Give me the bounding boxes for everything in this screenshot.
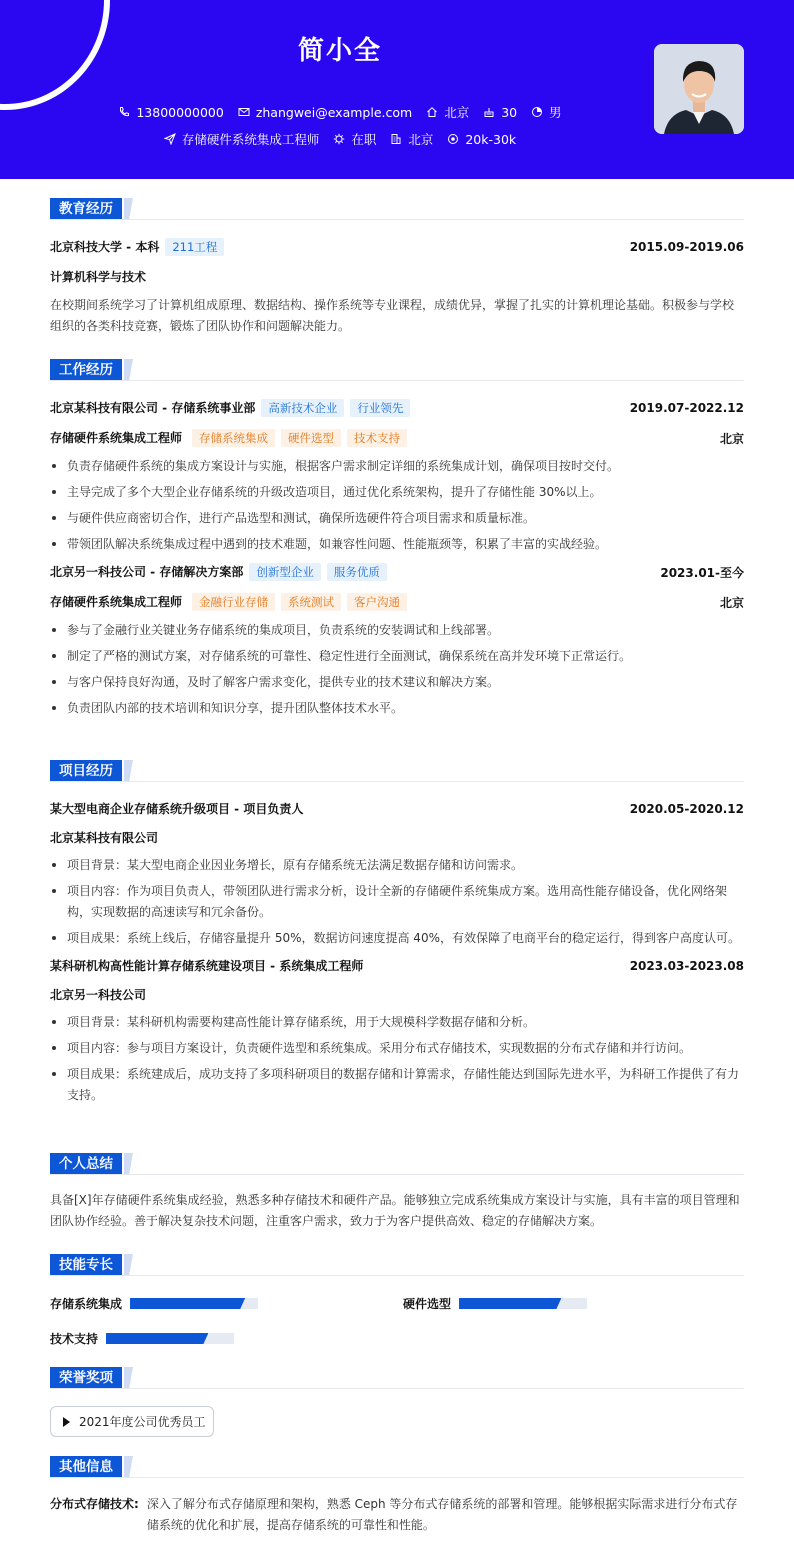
gender-text: 男 [549, 105, 562, 120]
age-text: 30 [501, 104, 518, 120]
education-desc: 在校期间系统学习了计算机组成原理、数据结构、操作系统等专业课程，成绩优异，掌握了扎实的计算机理论基础。积极参与学校组织的各类科技竞赛，锻炼了团队协作和问题解决能力。 [50, 298, 735, 333]
section-header [50, 359, 744, 381]
other-label: 分布式存储技术: [50, 1497, 139, 1511]
skill-bar [106, 1333, 234, 1344]
job-entry [50, 563, 744, 719]
company-name: 北京另一科技公司 - 存储解决方案部 [50, 565, 244, 579]
project-company: 北京某科技有限公司 [50, 831, 159, 845]
section-divider [50, 1174, 744, 1175]
job-role: 存储硬件系统集成工程师 [50, 595, 183, 609]
project-details [50, 1012, 744, 1106]
avatar [654, 44, 744, 134]
summary-section [50, 1153, 744, 1232]
skill-bar [130, 1298, 258, 1309]
skill-level-fill [459, 1298, 561, 1309]
company-name: 北京某科技有限公司 - 存储系统事业部 [50, 401, 256, 415]
skill-tag: 技术支持 [347, 429, 407, 447]
section-divider [50, 219, 744, 220]
job-entry [50, 399, 744, 555]
skill-tag: 系统测试 [281, 593, 341, 611]
school-tag: 211工程 [165, 238, 224, 256]
email-text: zhangwei@example.com [255, 104, 413, 120]
status-info [333, 130, 376, 148]
resume-header [0, 0, 794, 179]
section-divider [50, 1477, 744, 1478]
skill-level-fill [130, 1298, 245, 1309]
company-tag: 创新型企业 [249, 563, 321, 581]
list-item: 项目成果：系统建成后，成功支持了多项科研项目的数据存储和计算需求，存储性能达到国际先进水平，为科研工作提供了有力支持。 [50, 1064, 744, 1106]
list-item: 项目成果：系统上线后，存储容量提升 50%，数据访问速度提高 40%，有效保障了电商平台的稳定运行，得到客户高度认可。 [50, 928, 744, 949]
project-entry [50, 957, 744, 1106]
section-header [50, 1254, 744, 1276]
skill-tag: 金融行业存储 [192, 593, 275, 611]
phone-text: 13800000000 [136, 104, 224, 120]
job-role-row [50, 593, 744, 611]
job-date: 2019.07-2022.12 [629, 401, 744, 415]
section-title: 教育经历 [50, 198, 122, 220]
list-item: 参与了金融行业关键业务存储系统的集成项目，负责系统的安装调试和上线部署。 [50, 620, 744, 641]
phone-info [118, 103, 223, 121]
skill-name: 存储系统集成 [50, 1297, 123, 1311]
project-details [50, 855, 744, 949]
education-row [50, 238, 744, 256]
job-header [50, 399, 744, 417]
job-date: 2023.01-至今 [660, 565, 744, 580]
section-header [50, 1456, 744, 1478]
section-title: 个人总结 [50, 1153, 122, 1175]
work-section [50, 359, 744, 724]
list-item: 项目内容：参与项目方案设计，负责硬件选型和系统集成。采用分布式存储技术，实现数据的分布式存储和并行访问。 [50, 1038, 744, 1059]
project-entry [50, 800, 744, 949]
title-accent [124, 1153, 138, 1175]
list-item: 与客户保持良好沟通，及时了解客户需求变化，提供专业的技术建议和解决方案。 [50, 672, 744, 693]
section-title: 工作经历 [50, 359, 122, 381]
project-header [50, 800, 744, 817]
city-text: 北京 [408, 132, 434, 147]
contact-row [0, 103, 680, 121]
position-text: 存储硬件系统集成工程师 [181, 132, 320, 147]
project-company: 北京另一科技公司 [50, 988, 147, 1002]
list-item: 带领团队解决系统集成过程中遇到的技术难题，如兼容性问题、性能瓶颈等，积累了丰富的实战经验。 [50, 534, 744, 555]
gender-icon [531, 106, 543, 118]
gear-icon [333, 133, 345, 145]
awards-section [50, 1367, 744, 1389]
home-icon [426, 106, 438, 118]
list-item: 项目背景：某科研机构需要构建高性能计算存储系统，用于大规模科学数据存储和分析。 [50, 1012, 744, 1033]
city-info [390, 130, 433, 148]
project-name: 某科研机构高性能计算存储系统建设项目 - 系统集成工程师 [50, 959, 364, 973]
education-section [50, 198, 744, 337]
project-date: 2020.05-2020.12 [629, 801, 744, 816]
list-item: 与硬件供应商密切合作，进行产品选型和测试，确保所选硬件符合项目需求和质量标准。 [50, 508, 744, 529]
other-section [50, 1456, 744, 1536]
section-header [50, 198, 744, 220]
location-text: 北京 [444, 105, 470, 120]
school-name: 北京科技大学 - 本科 [50, 240, 160, 254]
section-divider [50, 1275, 744, 1276]
location-info [426, 103, 469, 121]
avatar-portrait-icon [654, 44, 744, 134]
section-title: 荣誉奖项 [50, 1367, 122, 1389]
building-icon [390, 133, 402, 145]
project-section [50, 760, 744, 1111]
cake-icon [483, 106, 495, 118]
coin-icon [447, 133, 459, 145]
award-text: 2021年度公司优秀员工 [79, 1415, 206, 1429]
skills-section [50, 1254, 744, 1276]
job-header [50, 563, 744, 581]
section-header [50, 1153, 744, 1175]
title-accent [124, 198, 138, 220]
list-item: 项目内容：作为项目负责人，带领团队进行需求分析，设计全新的存储硬件系统集成方案。选用高性能存储设备，优化网络架构，实现数据的高速读写和冗余备份。 [50, 881, 744, 923]
skill-name: 技术支持 [50, 1332, 99, 1346]
job-duties [50, 456, 744, 555]
skill-item [50, 1295, 258, 1312]
company-tag: 行业领先 [350, 399, 410, 417]
candidate-name: 简小全 [297, 36, 382, 66]
section-title: 其他信息 [50, 1456, 122, 1478]
position-info [164, 130, 320, 148]
job-role: 存储硬件系统集成工程师 [50, 431, 183, 445]
project-name: 某大型电商企业存储系统升级项目 - 项目负责人 [50, 802, 304, 816]
project-header [50, 957, 744, 974]
title-accent [124, 359, 138, 381]
skill-name: 硬件选型 [403, 1297, 452, 1311]
other-item [50, 1494, 744, 1536]
email-info [238, 103, 412, 121]
list-item: 负责团队内部的技术培训和知识分享，提升团队整体技术水平。 [50, 698, 744, 719]
section-header [50, 1367, 744, 1389]
section-title: 技能专长 [50, 1254, 122, 1276]
age-info [483, 103, 517, 121]
title-accent [124, 1367, 138, 1389]
company-tag: 服务优质 [327, 563, 387, 581]
salary-text: 20k-30k [465, 131, 517, 147]
other-text: 深入了解分布式存储原理和架构，熟悉 Ceph 等分布式存储系统的部署和管理。能够根据实际需求进行分布式存储系统的优化和扩展，提高存储系统的可靠性和性能。 [146, 1497, 738, 1532]
summary-text: 具备[X]年存储硬件系统集成经验，熟悉多种存储技术和硬件产品。能够独立完成系统集成方案设计与实施，具有丰富的项目管理和团队协作经验。善于解决复杂技术问题，注重客户需求，致力于为客户提供高效、稳定的存储解决方案。 [50, 1193, 740, 1228]
section-title: 项目经历 [50, 760, 122, 782]
job-city: 北京 [719, 595, 744, 610]
award-item[interactable] [50, 1406, 214, 1437]
skill-tag: 硬件选型 [281, 429, 341, 447]
skill-tag: 存储系统集成 [192, 429, 275, 447]
list-item: 项目背景：某大型电商企业因业务增长，原有存储系统无法满足数据存储和访问需求。 [50, 855, 744, 876]
send-icon [164, 133, 176, 145]
section-header [50, 760, 744, 782]
title-accent [124, 760, 138, 782]
skill-tag: 客户沟通 [347, 593, 407, 611]
section-divider [50, 781, 744, 782]
job-duties [50, 620, 744, 719]
play-icon [63, 1417, 70, 1427]
title-accent [124, 1254, 138, 1276]
skill-item [50, 1330, 234, 1347]
skill-level-fill [106, 1333, 208, 1344]
list-item: 主导完成了多个大型企业存储系统的升级改造项目，通过优化系统架构，提升了存储性能 30%以上。 [50, 482, 744, 503]
job-intent-row [0, 130, 680, 148]
phone-icon [118, 106, 130, 118]
section-divider [50, 1388, 744, 1389]
section-divider [50, 380, 744, 381]
skill-bar [459, 1298, 587, 1309]
major: 计算机科学与技术 [50, 270, 147, 284]
education-date: 2015.09-2019.06 [629, 240, 744, 254]
mail-icon [238, 106, 250, 118]
skill-item [403, 1295, 587, 1312]
list-item: 制定了严格的测试方案，对存储系统的可靠性、稳定性进行全面测试，确保系统在高并发环境下正常运行。 [50, 646, 744, 667]
company-tag: 高新技术企业 [261, 399, 344, 417]
project-date: 2023.03-2023.08 [629, 958, 744, 973]
title-accent [124, 1456, 138, 1478]
status-text: 在职 [351, 132, 377, 147]
job-role-row [50, 429, 744, 447]
list-item: 负责存储硬件系统的集成方案设计与实施，根据客户需求制定详细的系统集成计划，确保项目按时交付。 [50, 456, 744, 477]
job-city: 北京 [719, 431, 744, 446]
salary-info [447, 130, 516, 148]
gender-info [531, 103, 562, 121]
